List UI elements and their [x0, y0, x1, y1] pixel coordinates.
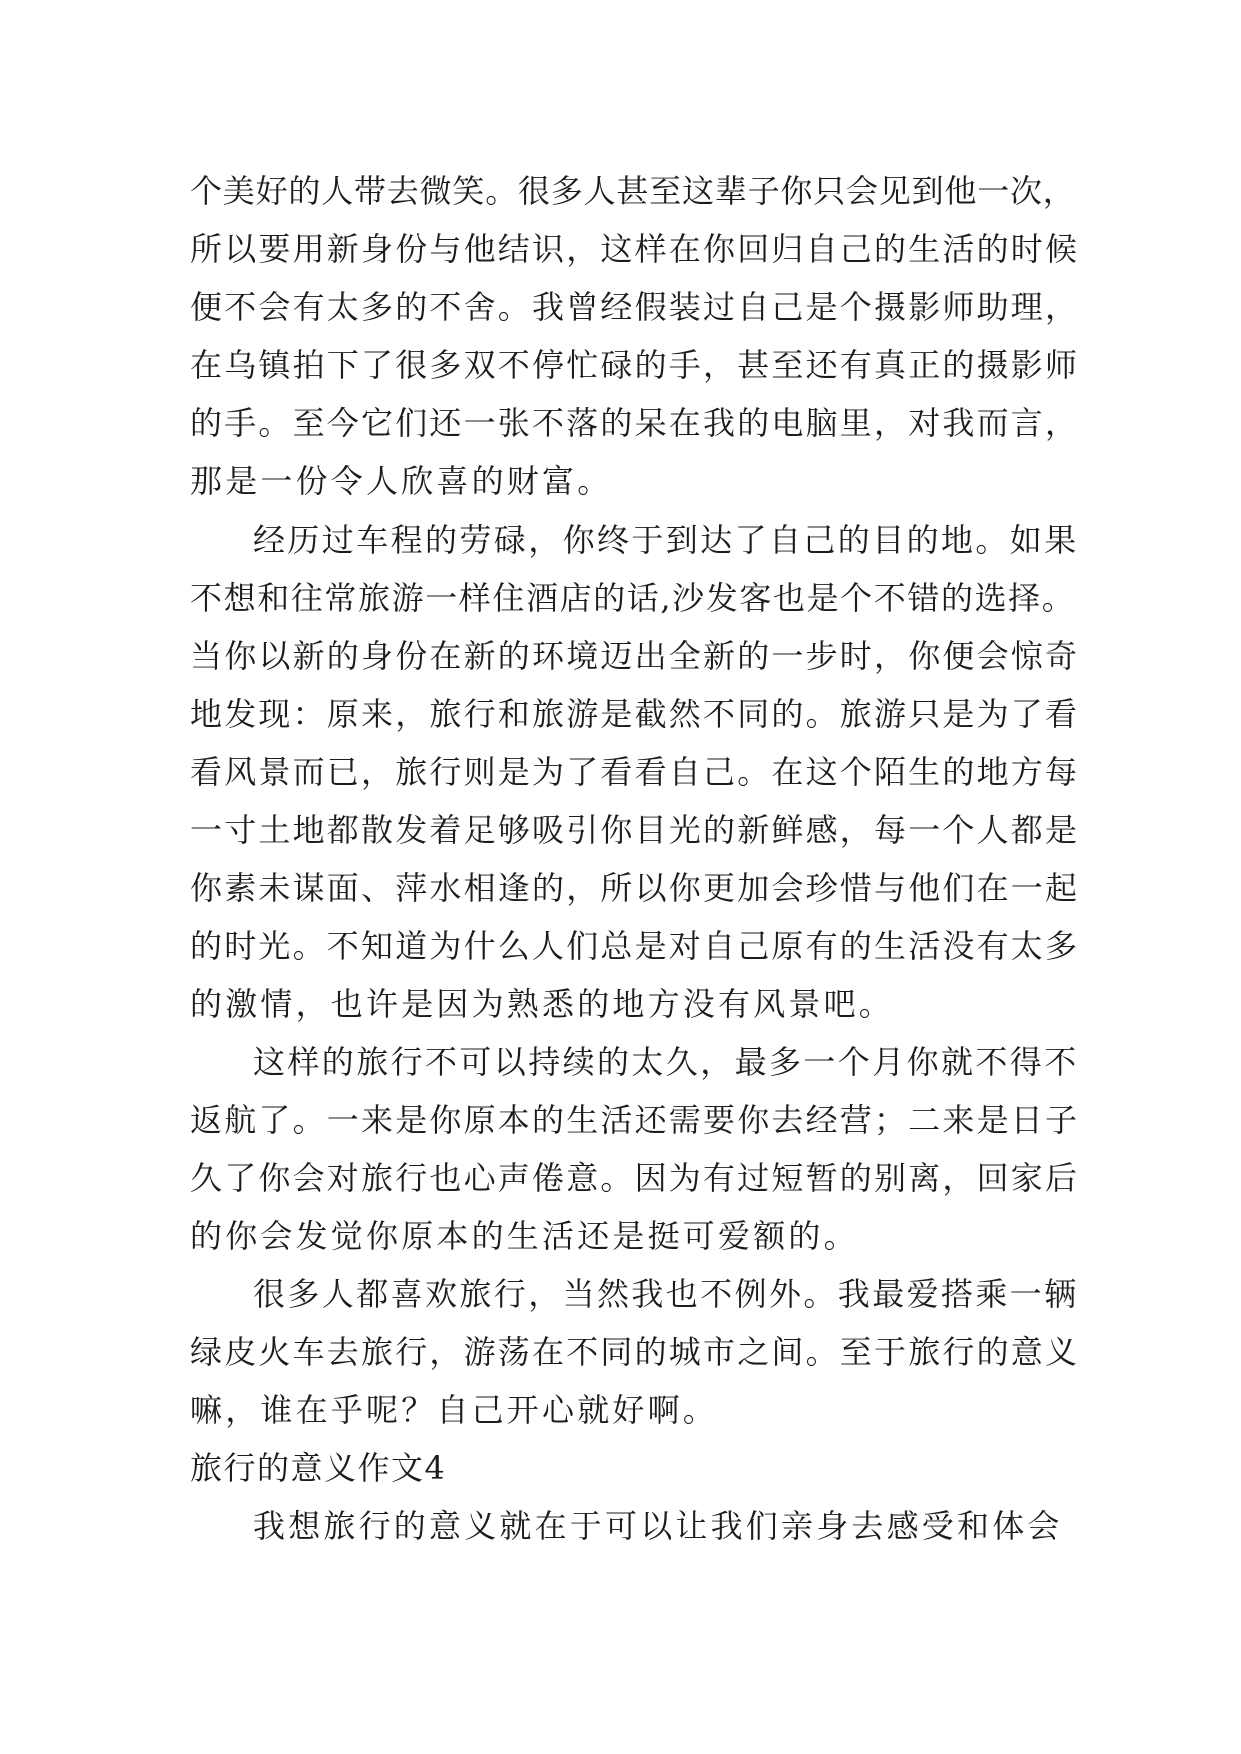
text-line: 个美好的人带去微笑。很多人甚至这辈子你只会见到他一次， [190, 172, 1076, 210]
text-line: 的手。至今它们还一张不落的呆在我的电脑里，对我而言， [190, 404, 1080, 442]
text-line: 那是一份令人欣喜的财富。 [190, 462, 613, 500]
text-line: 久了你会对旅行也心声倦意。因为有过短暂的别离，回家后 [190, 1159, 1080, 1197]
text-line: 的激情，也许是因为熟悉的地方没有风景吧。 [190, 985, 895, 1023]
text-line: 返航了。一来是你原本的生活还需要你去经营；二来是日子 [190, 1101, 1080, 1139]
text-line: 看风景而已，旅行则是为了看看自己。在这个陌生的地方每 [190, 753, 1080, 791]
text-line: 便不会有太多的不舍。我曾经假装过自己是个摄影师助理， [190, 288, 1080, 326]
text-line: 的你会发觉你原本的生活还是挺可爱额的。 [190, 1217, 859, 1255]
text-line: 你素未谋面、萍水相逢的，所以你更加会珍惜与他们在一起 [190, 869, 1080, 907]
text-line: 绿皮火车去旅行，游荡在不同的城市之间。至于旅行的意义 [190, 1333, 1080, 1371]
text-line: 所以要用新身份与他结识，这样在你回归自己的生活的时候 [190, 230, 1080, 268]
text-line: 在乌镇拍下了很多双不停忙碌的手，甚至还有真正的摄影师 [190, 346, 1080, 384]
section-heading: 旅行的意义作文4 [190, 1449, 447, 1487]
paragraph-first-line: 我想旅行的意义就在于可以让我们亲身去感受和体会 [253, 1507, 1063, 1545]
text-line: 的时光。不知道为什么人们总是对自己原有的生活没有太多 [190, 927, 1080, 965]
text-line: 当你以新的身份在新的环境迈出全新的一步时，你便会惊奇 [190, 637, 1080, 675]
paragraph-first-line: 这样的旅行不可以持续的太久，最多一个月你就不得不 [253, 1043, 1079, 1081]
text-line: 一寸土地都散发着足够吸引你目光的新鲜感，每一个人都是 [190, 811, 1080, 849]
paragraph-first-line: 经历过车程的劳碌，你终于到达了自己的目的地。如果 [253, 521, 1079, 559]
text-line: 地发现：原来，旅行和旅游是截然不同的。旅游只是为了看 [190, 695, 1080, 733]
text-line: 不想和往常旅游一样住酒店的话,沙发客也是个不错的选择。 [190, 579, 1076, 617]
paragraph-first-line: 很多人都喜欢旅行，当然我也不例外。我最爱搭乘一辆 [253, 1275, 1079, 1313]
text-line: 嘛，谁在乎呢？自己开心就好啊。 [190, 1391, 719, 1429]
